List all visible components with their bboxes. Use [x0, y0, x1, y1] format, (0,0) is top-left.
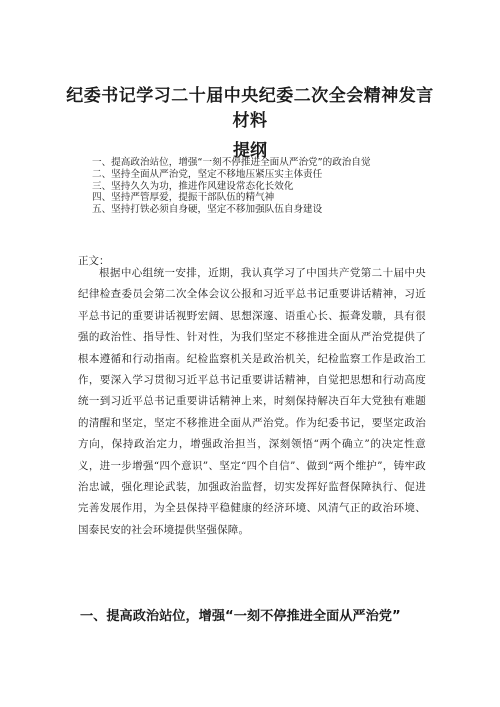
- document-title: 纪委书记学习二十届中央纪委二次全会精神发言材料: [66, 86, 434, 131]
- outline-item: 四、坚持严管厚爱，提振干部队伍的精气神: [92, 192, 275, 204]
- outline-item: 五、坚持打铁必须自身硬，坚定不移加强队伍自身建设: [92, 204, 323, 216]
- body-paragraph: 根据中心组统一安排，近期，我认真学习了中国共产党第二十届中央纪律检查委员会第二次全体会议公报和习近平总书记重要讲话精神，习近平总书记的重要讲话视野宏阔、思想深邃、语重心长、振聋发聩，具有很强的政治性、指导性、针对性，为我们坚定不移推进全面从严治党提供了根本遵循和行动指南。纪检监察机关是政治机关，纪检监察工作是政治工作，要深入学习贯彻习近平总书记重要讲话精神，自觉把思想和行动高度统一到习近平总书记重要讲话精神上来，时刻保持解决百年大党独有难题的清醒和坚定，坚定不移推进全面从严治党。作为纪委书记，要坚定政治方向，保持政治定力，增强政治担当，深刻领悟“两个确立”的决定性意义，进一步增强“四个意识”、坚定“四个自信”、做到“两个维护”，铸牢政治忠诚，强化理论武装，加强政治监督，切实发挥好监督保障执行、促进完善发展作用，为全县保持平稳健康的经济环境、风清气正的政治环境、国泰民安的社会环境提供坚强保障。: [78, 267, 426, 536]
- body-label: 正文：: [78, 255, 110, 267]
- outline-item: 三、坚持久久为功，推进作风建设常态化长效化: [92, 180, 294, 192]
- outline-heading: 提纲: [233, 141, 267, 161]
- outline-list: [92, 157, 452, 216]
- outline-item: 一、提高政治站位，增强“一刻不停推进全面从严治党”的政治自觉: [92, 157, 371, 168]
- section-heading: 一、提高政治站位，增强“一刻不停推进全面从严治党”: [80, 609, 401, 624]
- outline-item: 二、坚持全面从严治党，坚定不移地压紧压实主体责任: [92, 168, 323, 180]
